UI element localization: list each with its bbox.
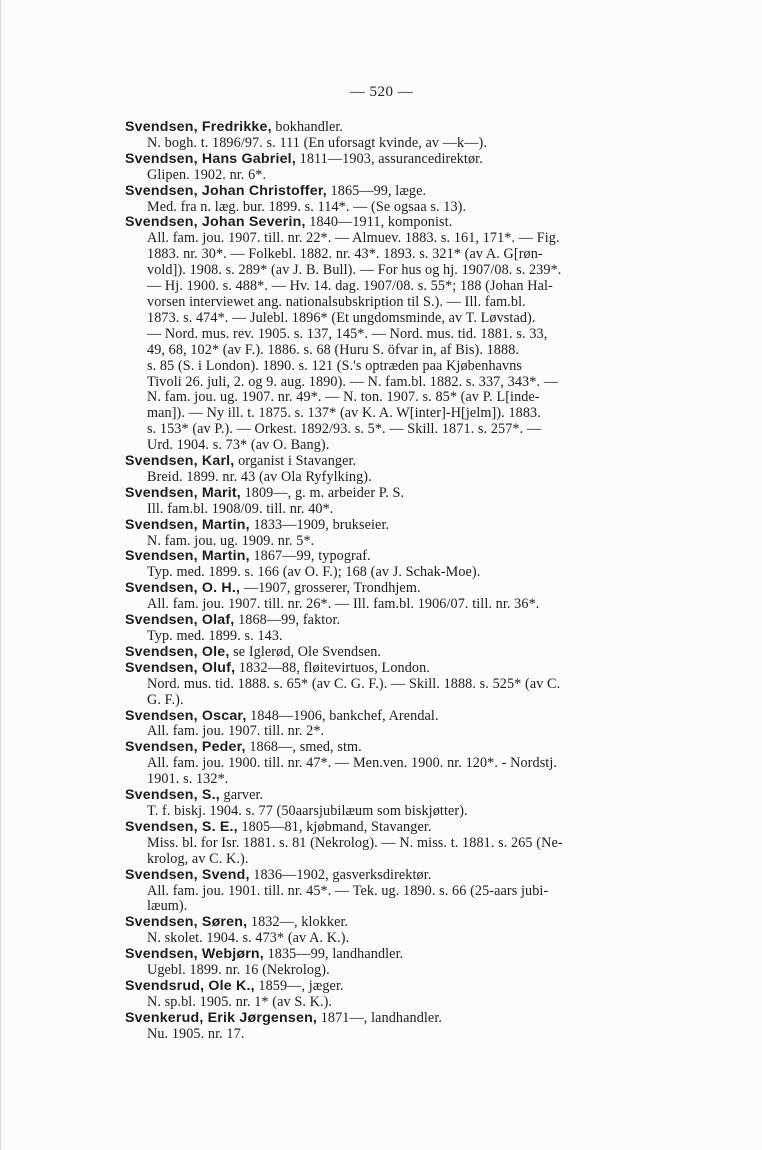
entry-heading: [125, 518, 697, 534]
entry-reference-line: læum).: [147, 898, 188, 915]
entry-name: Svendsen, Hans Gabriel,: [125, 150, 296, 167]
entry-heading: [125, 709, 697, 725]
entry-reference-line: Glipen. 1902. nr. 6*.: [147, 166, 267, 183]
entry-reference-line: 1901. s. 132*.: [147, 771, 229, 788]
index-entry: [125, 868, 697, 916]
entry-description: 1836—1902, gasverksdirektør.: [249, 866, 432, 883]
entry-description: 1832—88, fløitevirtuos, London.: [235, 659, 430, 676]
entry-reference-line: Nord. mus. tid. 1888. s. 65* (av C. G. F.). — Skill. 1888. s. 525* (av C.: [147, 675, 561, 692]
entry-reference-line: 1883. nr. 30*. — Folkebl. 1882. nr. 43*. 1893. s. 321* (av A. G[røn-: [147, 246, 543, 263]
entry-reference-line: vorsen interviewet ang. nationalsubskription til S.). — Ill. fam.bl.: [147, 293, 526, 310]
index-entry: [125, 709, 697, 741]
entry-reference-line: 49, 68, 102* (av F.). 1886. s. 68 (Huru S. öfvar in, af Bis). 1888.: [147, 341, 520, 358]
entry-description: 1859—, jæger.: [254, 977, 344, 994]
entry-name: Svendsen, O. H.,: [125, 580, 241, 597]
entry-reference-line: Urd. 1904. s. 73* (av O. Bang).: [147, 437, 330, 454]
entry-name: Svendsen, Peder,: [125, 739, 246, 756]
entry-name: Svendsen, Olaf,: [125, 612, 235, 629]
entry-description: —1907, grosserer, Trondhjem.: [240, 580, 421, 597]
entry-description: 1868—, smed, stm.: [245, 739, 362, 756]
entry-reference-line: vold]). 1908. s. 289* (av J. B. Bull). — For hus og hj. 1907/08. s. 239*.: [147, 262, 562, 279]
entry-heading: [125, 661, 697, 677]
page-number: — 520 —: [349, 84, 414, 100]
entry-description: 1811—1903, assurancedirektør.: [295, 150, 483, 167]
index-entry: [125, 152, 697, 184]
entry-description: 1809—, g. m. arbeider P. S.: [240, 484, 405, 501]
entry-reference-line: All. fam. jou. 1907. till. nr. 26*. — Ill. fam.bl. 1906/07. till. nr. 36*.: [147, 596, 540, 613]
entry-description: 1840—1911, komponist.: [305, 214, 453, 231]
entry-heading: [125, 915, 697, 931]
entry-description: 1833—1909, brukseier.: [249, 516, 390, 533]
entry-description: se Iglerød, Ole Svendsen.: [229, 643, 382, 660]
entry-description: 1865—99, læge.: [326, 182, 427, 199]
index-entry: [125, 613, 697, 645]
entry-heading: [125, 184, 697, 200]
entry-reference-line: N. fam. jou. ug. 1909. nr. 5*.: [147, 532, 315, 549]
entry-name: Svendsen, Johan Christoffer,: [125, 182, 327, 199]
entry-name: Svendsen, Søren,: [125, 914, 248, 931]
index-entry: [125, 581, 697, 613]
entry-reference-line: Ugebl. 1899. nr. 16 (Nekrolog).: [147, 962, 330, 979]
index-entry: [125, 645, 697, 661]
entry-heading: [125, 454, 697, 470]
entry-heading: [125, 549, 697, 565]
entry-description: 1805—81, kjøbmand, Stavanger.: [237, 818, 432, 835]
entry-description: bokhandler.: [271, 119, 344, 135]
index-entry: [125, 486, 697, 518]
index-entry: [125, 549, 697, 581]
entry-heading: [125, 788, 697, 804]
index-entry: [125, 120, 697, 152]
entry-heading: [125, 645, 697, 661]
entry-reference-line: Tivoli 26. juli, 2. og 9. aug. 1890). — N. fam.bl. 1882. s. 337, 343*. —: [147, 373, 559, 390]
index-entry: [125, 947, 697, 979]
entry-heading: [125, 152, 697, 168]
entry-heading: [125, 581, 697, 597]
entry-heading: [125, 820, 697, 836]
index-entries: [125, 120, 697, 1043]
entry-reference-line: Nu. 1905. nr. 17.: [147, 1025, 245, 1042]
entry-heading: [125, 120, 697, 136]
entry-reference-line: N. bogh. t. 1896/97. s. 111 (En uforsagt kvinde, av —k—).: [147, 134, 487, 151]
entry-heading: [125, 740, 697, 756]
entry-heading: [125, 486, 697, 502]
entry-reference-line: — Nord. mus. rev. 1905. s. 137, 145*. — Nord. mus. tid. 1881. s. 33,: [147, 325, 548, 342]
entry-reference-line: N. sp.bl. 1905. nr. 1* (av S. K.).: [147, 993, 333, 1010]
entry-description: 1867—99, typograf.: [249, 548, 371, 565]
entry-description: 1848—1906, bankchef, Arendal.: [246, 707, 439, 724]
entry-name: Svendsen, Oluf,: [125, 659, 236, 676]
entry-reference-line: N. fam. jou. ug. 1907. nr. 49*. — N. ton. 1907. s. 85* (av P. L[inde-: [147, 389, 540, 406]
index-entry: [125, 454, 697, 486]
entry-heading: [125, 613, 697, 629]
entry-heading: [125, 947, 697, 963]
entry-description: 1868—99, faktor.: [234, 612, 341, 629]
entry-name: Svendsen, Fredrikke,: [125, 119, 272, 135]
entry-reference-line: Typ. med. 1899. s. 143.: [147, 628, 283, 644]
entry-name: Svendsen, Martin,: [125, 516, 250, 533]
entry-reference-line: N. skolet. 1904. s. 473* (av A. K.).: [147, 930, 350, 947]
entry-name: Svendsen, Ole,: [125, 643, 230, 660]
entry-heading: [125, 215, 697, 231]
index-entry: [125, 215, 697, 454]
entry-reference-line: Med. fra n. læg. bur. 1899. s. 114*. — (Se ogsaa s. 13).: [147, 198, 467, 215]
index-entry: [125, 740, 697, 788]
entry-heading: [125, 868, 697, 884]
entry-description: 1835—99, landhandler.: [263, 946, 404, 963]
entry-reference-line: All. fam. jou. 1907. till. nr. 22*. — Almuev. 1883. s. 161, 171*. — Fig.: [147, 230, 560, 247]
entry-reference-line: krolog, av C. K.).: [147, 850, 249, 867]
entry-name: Svendsrud, Ole K.,: [125, 977, 255, 994]
entry-reference-line: s. 85 (S. i London). 1890. s. 121 (S.'s optræden paa Kjøbenhavns: [147, 357, 523, 374]
entry-reference-line: All. fam. jou. 1907. till. nr. 2*.: [147, 723, 325, 740]
entry-reference-line: Typ. med. 1899. s. 166 (av O. F.); 168 (av J. Schak-Moe).: [147, 564, 481, 581]
entry-reference-line: Ill. fam.bl. 1908/09. till. nr. 40*.: [147, 500, 334, 517]
entry-name: Svenkerud, Erik Jørgensen,: [125, 1009, 318, 1026]
entry-reference-line: All. fam. jou. 1900. till. nr. 47*. — Men.ven. 1900. nr. 120*. - Nordstj.: [147, 755, 558, 772]
entry-name: Svendsen, S. E.,: [125, 818, 238, 835]
entry-description: 1832—, klokker.: [247, 914, 349, 931]
index-entry: [125, 979, 697, 1011]
entry-reference-line: 1873. s. 474*. — Julebl. 1896* (Et ungdomsminde, av T. Løvstad).: [147, 309, 536, 326]
index-entry: [125, 788, 697, 820]
entry-reference-line: Miss. bl. for Isr. 1881. s. 81 (Nekrolog). — N. miss. t. 1881. s. 265 (Ne-: [147, 834, 563, 851]
entry-reference-line: s. 153* (av P.). — Orkest. 1892/93. s. 5*. — Skill. 1871. s. 257*. —: [147, 421, 542, 438]
entry-name: Svendsen, Webjørn,: [125, 946, 264, 963]
entry-heading: [125, 979, 697, 995]
index-entry: [125, 661, 697, 709]
entry-description: organist i Stavanger.: [234, 453, 357, 470]
entry-heading: [125, 1011, 697, 1027]
entry-reference-line: man]). — Ny ill. t. 1875. s. 137* (av K. A. W[inter]-H[jelm]). 1883.: [147, 405, 541, 422]
entry-name: Svendsen, S.,: [125, 787, 220, 804]
index-entry: [125, 1011, 697, 1043]
entry-reference-line: G. F.).: [147, 691, 184, 708]
entry-reference-line: All. fam. jou. 1901. till. nr. 45*. — Tek. ug. 1890. s. 66 (25-aars jubi-: [147, 882, 549, 899]
index-entry: [125, 820, 697, 868]
entry-reference-line: Breid. 1899. nr. 43 (av Ola Ryfylking).: [147, 468, 372, 485]
entry-name: Svendsen, Karl,: [125, 453, 235, 470]
entry-reference-line: T. f. biskj. 1904. s. 77 (50aarsjubilæum som biskjøtter).: [147, 802, 468, 819]
entry-name: Svendsen, Johan Severin,: [125, 214, 306, 231]
index-entry: [125, 915, 697, 947]
entry-description: 1871—, landhandler.: [317, 1009, 443, 1026]
entry-description: garver.: [219, 787, 264, 804]
entry-reference-line: — Hj. 1900. s. 488*. — Hv. 14. dag. 1907/08. s. 55*; 188 (Johan Hal-: [147, 278, 553, 295]
index-entry: [125, 184, 697, 216]
entry-name: Svendsen, Martin,: [125, 548, 250, 565]
entry-name: Svendsen, Oscar,: [125, 707, 247, 724]
index-entry: [125, 518, 697, 550]
entry-name: Svendsen, Marit,: [125, 484, 241, 501]
entry-name: Svendsen, Svend,: [125, 866, 250, 883]
